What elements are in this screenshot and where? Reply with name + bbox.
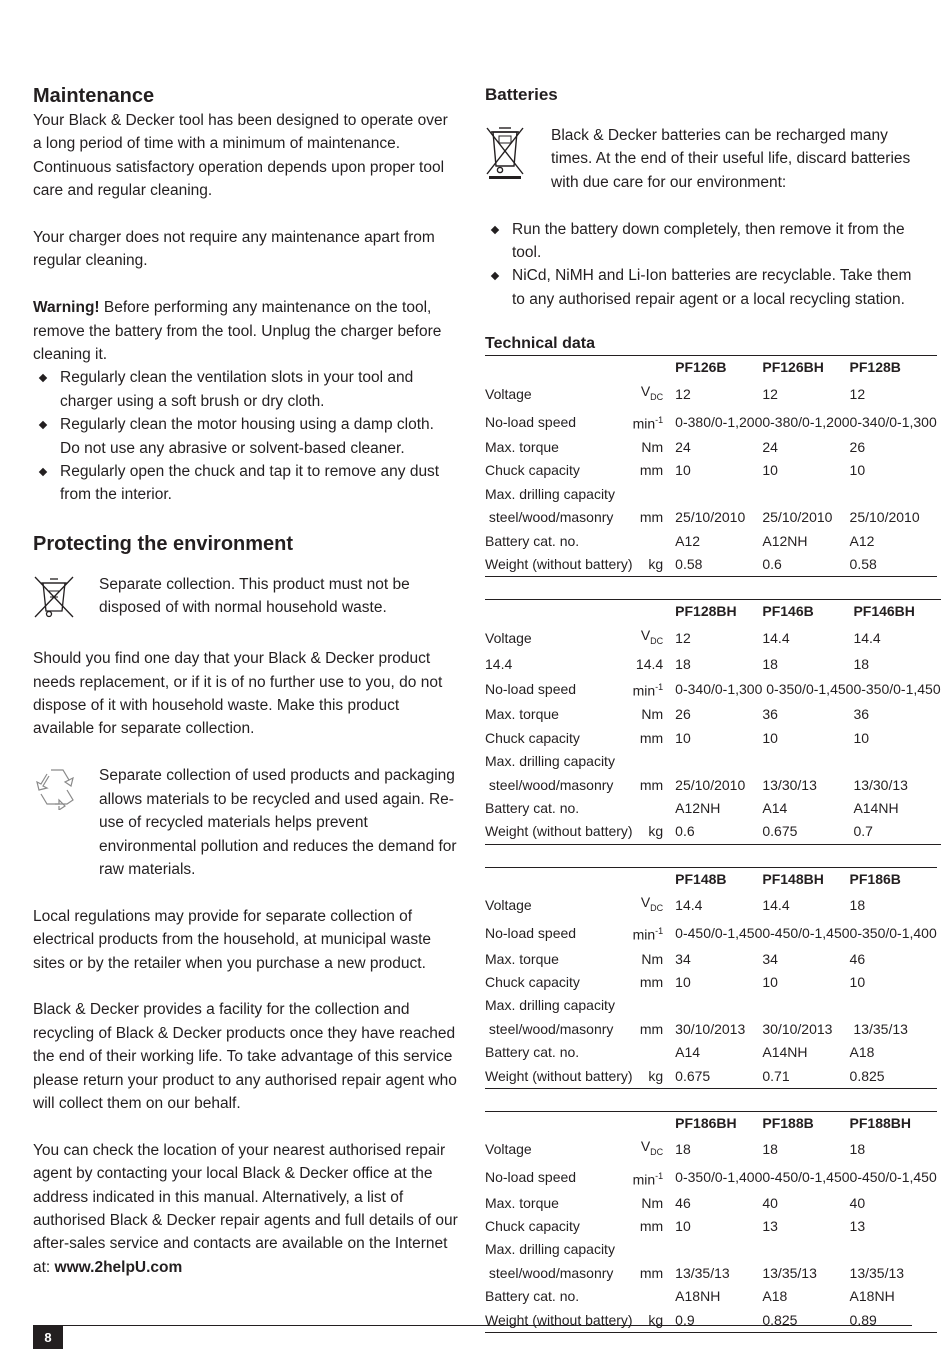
spec-value [675, 750, 762, 773]
spec-label: No-load speed [485, 1169, 577, 1186]
spec-unit: mm [639, 509, 664, 526]
spec-label: Voltage [485, 629, 532, 646]
table-row [485, 820, 941, 844]
spec-value: 18 [762, 655, 778, 672]
spec-value [762, 1238, 849, 1261]
spec-value: 10 [675, 1218, 691, 1235]
spec-unit: $V_{DC}$ [640, 382, 664, 402]
bullet-diamond-icon [39, 374, 47, 382]
spec-unit: mm [639, 462, 664, 479]
spec-unit [633, 483, 676, 506]
spec-value: 26 [849, 438, 866, 455]
model-name: PF186B [850, 867, 937, 891]
spec-value: A12NH [675, 800, 721, 817]
spec-value: 10 [853, 729, 870, 746]
table-row [485, 1018, 937, 1041]
spec-unit: Nm [641, 706, 664, 723]
batteries-intro: Black & Decker batteries can be recharged many times. At the end of their useful life, discard batteries with due care for our environment: [551, 127, 911, 191]
spec-unit [633, 1041, 676, 1064]
list-item: Regularly clean the ventilation slots in your tool and charger using a soft brush or dry cloth. [33, 366, 458, 413]
spec-value: 18 [849, 897, 866, 914]
table-row [485, 1238, 937, 1261]
spec-value: 14.4 [762, 629, 790, 646]
spec-value: 0-350/0-1,400 [675, 1169, 763, 1186]
list-item: Regularly clean the motor housing using a damp cloth. Do not use any abrasive or solvent-based cleaner. [33, 413, 458, 460]
spec-value: 0-350/0-1,400 [849, 925, 937, 942]
spec-table-header-row [485, 356, 937, 380]
warning-text: Before performing any maintenance on the tool, remove the battery from the tool. Unplug the charger before cleaning it. [33, 299, 442, 364]
spec-label: Max. torque [485, 438, 559, 455]
spec-value: 13/35/13 [849, 1020, 908, 1037]
website-link[interactable]: www.2helpU.com [54, 1258, 183, 1276]
table-row [485, 891, 937, 920]
spec-label: Max. torque [485, 706, 559, 723]
spec-label: Voltage [485, 385, 532, 402]
recycle-arrows-icon [33, 764, 99, 815]
spec-value: 12 [675, 385, 691, 402]
spec-value: 18 [853, 655, 870, 672]
model-name: PF146B [762, 600, 853, 624]
spec-value: 0-450/0-1,450 [762, 925, 850, 942]
spec-unit: Nm [641, 950, 664, 967]
spec-value: 0-380/0-1,200 [675, 413, 763, 430]
footer-rule [33, 1325, 912, 1326]
table-row [485, 483, 937, 506]
spec-table-header-row [485, 600, 941, 624]
spec-value: A12 [675, 532, 701, 549]
spec-value: 0.89 [850, 1309, 937, 1333]
table-row [485, 971, 937, 994]
model-name: PF188BH [850, 1111, 937, 1135]
spec-value: 40 [762, 1194, 778, 1211]
spec-unit: kg [633, 553, 676, 577]
table-row [485, 948, 937, 971]
spec-unit: $\min^{-1}$ [632, 682, 664, 700]
spec-value: 0.675 [675, 1065, 762, 1089]
spec-label: No-load speed [485, 925, 577, 942]
spec-value: 18 [675, 1141, 691, 1158]
spec-value: 13/30/13 [853, 776, 908, 793]
separate-collection-block [33, 573, 458, 624]
spec-label: steel/wood/masonry [485, 776, 614, 793]
model-name: PF148BH [762, 867, 849, 891]
spec-value: 0-450/0-1,450 [762, 1169, 850, 1186]
spec-value: 13/35/13 [675, 1264, 730, 1281]
table-row [485, 994, 937, 1017]
spec-value: 0.825 [762, 1309, 849, 1333]
environment-heading: Protecting the environment [33, 532, 294, 555]
table-row [485, 1262, 937, 1285]
spec-table-header-row [485, 1111, 937, 1135]
spec-value: A12NH [762, 532, 808, 549]
table-row [485, 1165, 937, 1192]
spec-value: 0-450/0-1,450 [849, 1169, 937, 1186]
table-row [485, 553, 937, 577]
spec-value: 0-450/0-1,450 [675, 925, 763, 942]
technical-data-tables [485, 355, 941, 1333]
table-row [485, 750, 941, 773]
spec-unit: kg [633, 1065, 676, 1089]
spec-unit: 14.4 [635, 655, 664, 672]
spec-value [850, 483, 937, 506]
model-name: PF126B [675, 356, 762, 380]
spec-label: Battery cat. no. [485, 800, 580, 817]
spec-value: A18NH [675, 1288, 721, 1305]
batteries-heading: Batteries [485, 85, 558, 104]
spec-label: Weight (without battery) [485, 1309, 633, 1333]
spec-value: 0.58 [675, 553, 762, 577]
spec-unit: $\min^{-1}$ [632, 1170, 664, 1188]
spec-value: 25/10/2010 [675, 509, 746, 526]
spec-unit: Nm [641, 438, 664, 455]
spec-unit: $V_{DC}$ [640, 626, 664, 646]
spec-label: Chuck capacity [485, 973, 580, 990]
batteries-bullet-list [485, 218, 912, 312]
table-row [485, 1135, 937, 1164]
spec-value: 0-340/0-1,300 [849, 413, 937, 430]
spec-value: 10 [675, 729, 691, 746]
spec-unit: mm [639, 1264, 664, 1281]
spec-label: Chuck capacity [485, 1218, 580, 1235]
batteries-block [485, 124, 912, 194]
table-row [485, 1065, 937, 1089]
spec-unit: $V_{DC}$ [640, 894, 664, 914]
spec-label: No-load speed [485, 681, 577, 698]
spec-value: 12 [762, 385, 778, 402]
spec-value: 34 [762, 950, 778, 967]
spec-label: steel/wood/masonry [485, 1264, 614, 1281]
spec-value [762, 750, 853, 773]
spec-label: steel/wood/masonry [485, 509, 614, 526]
spec-unit: Nm [641, 1194, 664, 1211]
model-name: PF146BH [853, 600, 940, 624]
spec-label: Max. torque [485, 1194, 559, 1211]
spec-value: 10 [675, 973, 691, 990]
spec-value: 30/10/2013 [675, 1020, 746, 1037]
spec-value [762, 483, 849, 506]
spec-value: 13/35/13 [849, 1264, 905, 1281]
technical-data-heading: Technical data [485, 335, 595, 353]
table-row [485, 774, 941, 797]
table-row [485, 624, 941, 653]
spec-label: Chuck capacity [485, 462, 580, 479]
spec-value: 13/35/13 [762, 1264, 817, 1281]
spec-value: 26 [675, 706, 691, 723]
spec-value: 30/10/2013 [762, 1020, 833, 1037]
spec-unit: mm [639, 729, 664, 746]
spec-value: 0.58 [850, 553, 937, 577]
spec-value: A14NH [853, 800, 899, 817]
model-name: PF126BH [762, 356, 849, 380]
spec-value: 13/30/13 [762, 776, 817, 793]
spec-unit: mm [639, 1218, 664, 1235]
spec-value [850, 1238, 937, 1261]
spec-unit: $V_{DC}$ [640, 1138, 664, 1158]
bullet-diamond-icon [491, 225, 499, 233]
spec-unit [633, 797, 676, 820]
spec-label: Battery cat. no. [485, 1044, 580, 1061]
spec-value: 18 [762, 1141, 778, 1158]
spec-value: A14 [675, 1044, 701, 1061]
spec-value: 0.71 [762, 1065, 849, 1089]
spec-value: 18 [849, 1141, 866, 1158]
spec-label: Max. drilling capacity [485, 997, 615, 1014]
environment-paragraph-2: Local regulations may provide for separate collection of electrical products from the household, at municipal waste sites or by the retailer when you purchase a new product. [33, 907, 432, 972]
model-name: PF148B [675, 867, 762, 891]
spec-value: 0-340/0-1,300 [675, 681, 763, 698]
spec-value: 0-380/0-1,200 [762, 413, 850, 430]
spec-value: A18 [849, 1044, 875, 1061]
spec-value: 10 [675, 462, 691, 479]
table-row [485, 1309, 937, 1333]
table-row [485, 676, 941, 703]
spec-value [675, 1238, 762, 1261]
spec-unit: kg [633, 1309, 676, 1333]
spec-value: 0.825 [850, 1065, 937, 1089]
spec-label: Max. drilling capacity [485, 753, 615, 770]
spec-value: 0.6 [675, 820, 762, 844]
table-row [485, 1041, 937, 1064]
spec-label: Weight (without battery) [485, 1065, 633, 1089]
table-row [485, 409, 937, 436]
table-row [485, 703, 941, 726]
spec-value: 10 [762, 973, 778, 990]
spec-value: 25/10/2010 [849, 509, 920, 526]
spec-label: steel/wood/masonry [485, 1020, 614, 1037]
spec-value: A18 [762, 1288, 788, 1305]
list-item: Run the battery down completely, then remove it from the tool. [485, 218, 912, 265]
spec-value [850, 994, 937, 1017]
page-number: 8 [33, 1326, 63, 1349]
model-name: PF186BH [675, 1111, 762, 1135]
spec-label: Max. drilling capacity [485, 1241, 615, 1258]
spec-label: Chuck capacity [485, 729, 580, 746]
spec-unit: $\min^{-1}$ [632, 414, 664, 432]
table-row [485, 1215, 937, 1238]
environment-paragraph-1: Should you find one day that your Black & Decker product needs replacement, or if it is of no further use to you, do not dispose of it with household waste. Make this product available for separate collection. [33, 650, 443, 738]
spec-unit: mm [639, 776, 664, 793]
table-row [485, 459, 937, 482]
spec-label: 14.4 [485, 655, 513, 672]
spec-value: 0-350/0-1,450 [762, 681, 854, 698]
spec-unit [633, 530, 676, 553]
left-column [33, 83, 458, 1279]
table-row [485, 797, 941, 820]
spec-unit [633, 750, 676, 773]
table-row [485, 1285, 937, 1308]
table-row [485, 380, 937, 409]
spec-value: 0-350/0-1,450 [853, 681, 941, 698]
spec-value: 14.4 [675, 897, 703, 914]
table-row [485, 530, 937, 553]
spec-label: Weight (without battery) [485, 553, 633, 577]
spec-unit [633, 994, 676, 1017]
spec-unit [633, 1238, 676, 1261]
spec-label: Max. drilling capacity [485, 485, 615, 502]
spec-value: A12 [849, 532, 875, 549]
spec-value: 25/10/2010 [675, 776, 746, 793]
spec-unit: $\min^{-1}$ [632, 926, 664, 944]
spec-value: 36 [762, 706, 778, 723]
spec-value: 24 [675, 438, 691, 455]
spec-value [675, 994, 762, 1017]
spec-value: 0.6 [762, 553, 849, 577]
crossed-out-wheelie-bin-battery-icon [485, 124, 551, 185]
table-row [485, 653, 941, 676]
spec-value [853, 750, 940, 773]
spec-value: 46 [675, 1194, 691, 1211]
spec-value: 10 [762, 462, 778, 479]
spec-value: 40 [849, 1194, 866, 1211]
right-column [485, 83, 941, 1333]
warning-label: Warning! [33, 299, 100, 317]
list-item: Regularly open the chuck and tap it to remove any dust from the interior. [33, 460, 458, 507]
bullet-diamond-icon [39, 421, 47, 429]
crossed-out-wheelie-bin-icon [33, 573, 99, 624]
spec-table-header-row [485, 867, 937, 891]
maintenance-bullet-list [33, 366, 458, 506]
spec-table [485, 355, 937, 577]
spec-value: 13 [762, 1218, 778, 1235]
spec-value: A18NH [849, 1288, 895, 1305]
spec-label: Weight (without battery) [485, 820, 633, 844]
table-row [485, 1192, 937, 1215]
spec-unit: kg [633, 820, 676, 844]
model-name: PF128B [850, 356, 937, 380]
spec-value: 10 [762, 729, 778, 746]
table-row [485, 436, 937, 459]
spec-table [485, 599, 941, 845]
spec-label: Battery cat. no. [485, 532, 580, 549]
table-row [485, 506, 937, 529]
environment-paragraph-4: You can check the location of your nearest authorised repair agent by contacting your local Black & Decker office at the address indicated in this manual. Alternatively, a list of authorised Black & Decker repair agents and full details of our after-sales service and contacts are available on the Internet at: www.2helpU.com [33, 1141, 458, 1276]
table-row [485, 727, 941, 750]
spec-value: 12 [675, 629, 691, 646]
environment-paragraph-3: Black & Decker provides a facility for the collection and recycling of Black & Decker products once they have reached the end of their working life. To take advantage of this service please return your product to any authorised repair agent who will collect them on our behalf. [33, 1001, 457, 1112]
bullet-diamond-icon [491, 272, 499, 280]
spec-value: 10 [849, 462, 866, 479]
model-name: PF188B [762, 1111, 849, 1135]
spec-unit: mm [639, 1020, 664, 1037]
recycle-block [33, 764, 458, 881]
spec-table [485, 1111, 937, 1333]
spec-value: 18 [675, 655, 691, 672]
spec-value: 13 [849, 1218, 866, 1235]
spec-value: 24 [762, 438, 778, 455]
maintenance-warning [33, 296, 458, 366]
separate-collection-text: Separate collection. This product must not be disposed of with normal household waste. [99, 575, 410, 617]
maintenance-paragraph-1: Your Black & Decker tool has been designed to operate over a long period of time with a minimum of maintenance. Continuous satisfactory operation depends upon proper tool care and regular cleaning. [33, 112, 448, 200]
maintenance-paragraph-2: Your charger does not require any maintenance apart from regular cleaning. [33, 229, 435, 270]
spec-value: A14NH [762, 1044, 808, 1061]
spec-label: Voltage [485, 1141, 532, 1158]
list-item: NiCd, NiMH and Li-Ion batteries are recyclable. Take them to any authorised repair agent or a local recycling station. [485, 264, 912, 311]
spec-value: 25/10/2010 [762, 509, 833, 526]
spec-unit [633, 1285, 676, 1308]
spec-value: 34 [675, 950, 691, 967]
table-row [485, 920, 937, 947]
spec-value: 10 [849, 973, 866, 990]
spec-value: 14.4 [762, 897, 790, 914]
maintenance-heading: Maintenance [33, 85, 155, 107]
spec-unit: mm [639, 973, 664, 990]
spec-value: 0.675 [762, 820, 853, 844]
bullet-diamond-icon [39, 468, 47, 476]
spec-value [675, 483, 762, 506]
spec-value: A14 [762, 800, 788, 817]
spec-value: 14.4 [853, 629, 881, 646]
spec-value: 46 [849, 950, 866, 967]
recycle-text: Separate collection of used products and packaging allows materials to be recycled and used again. Re-use of recycled materials helps prevent environmental pollution and reduces the demand for raw materials. [99, 767, 457, 878]
spec-value: 36 [853, 706, 870, 723]
spec-value: 12 [849, 385, 866, 402]
spec-label: Max. torque [485, 950, 559, 967]
spec-table [485, 867, 937, 1089]
spec-label: Battery cat. no. [485, 1288, 580, 1305]
spec-label: No-load speed [485, 413, 577, 430]
spec-value: 0.9 [675, 1309, 762, 1333]
model-name: PF128BH [675, 600, 762, 624]
spec-value [762, 994, 849, 1017]
spec-value: 0.7 [853, 820, 940, 844]
spec-label: Voltage [485, 897, 532, 914]
